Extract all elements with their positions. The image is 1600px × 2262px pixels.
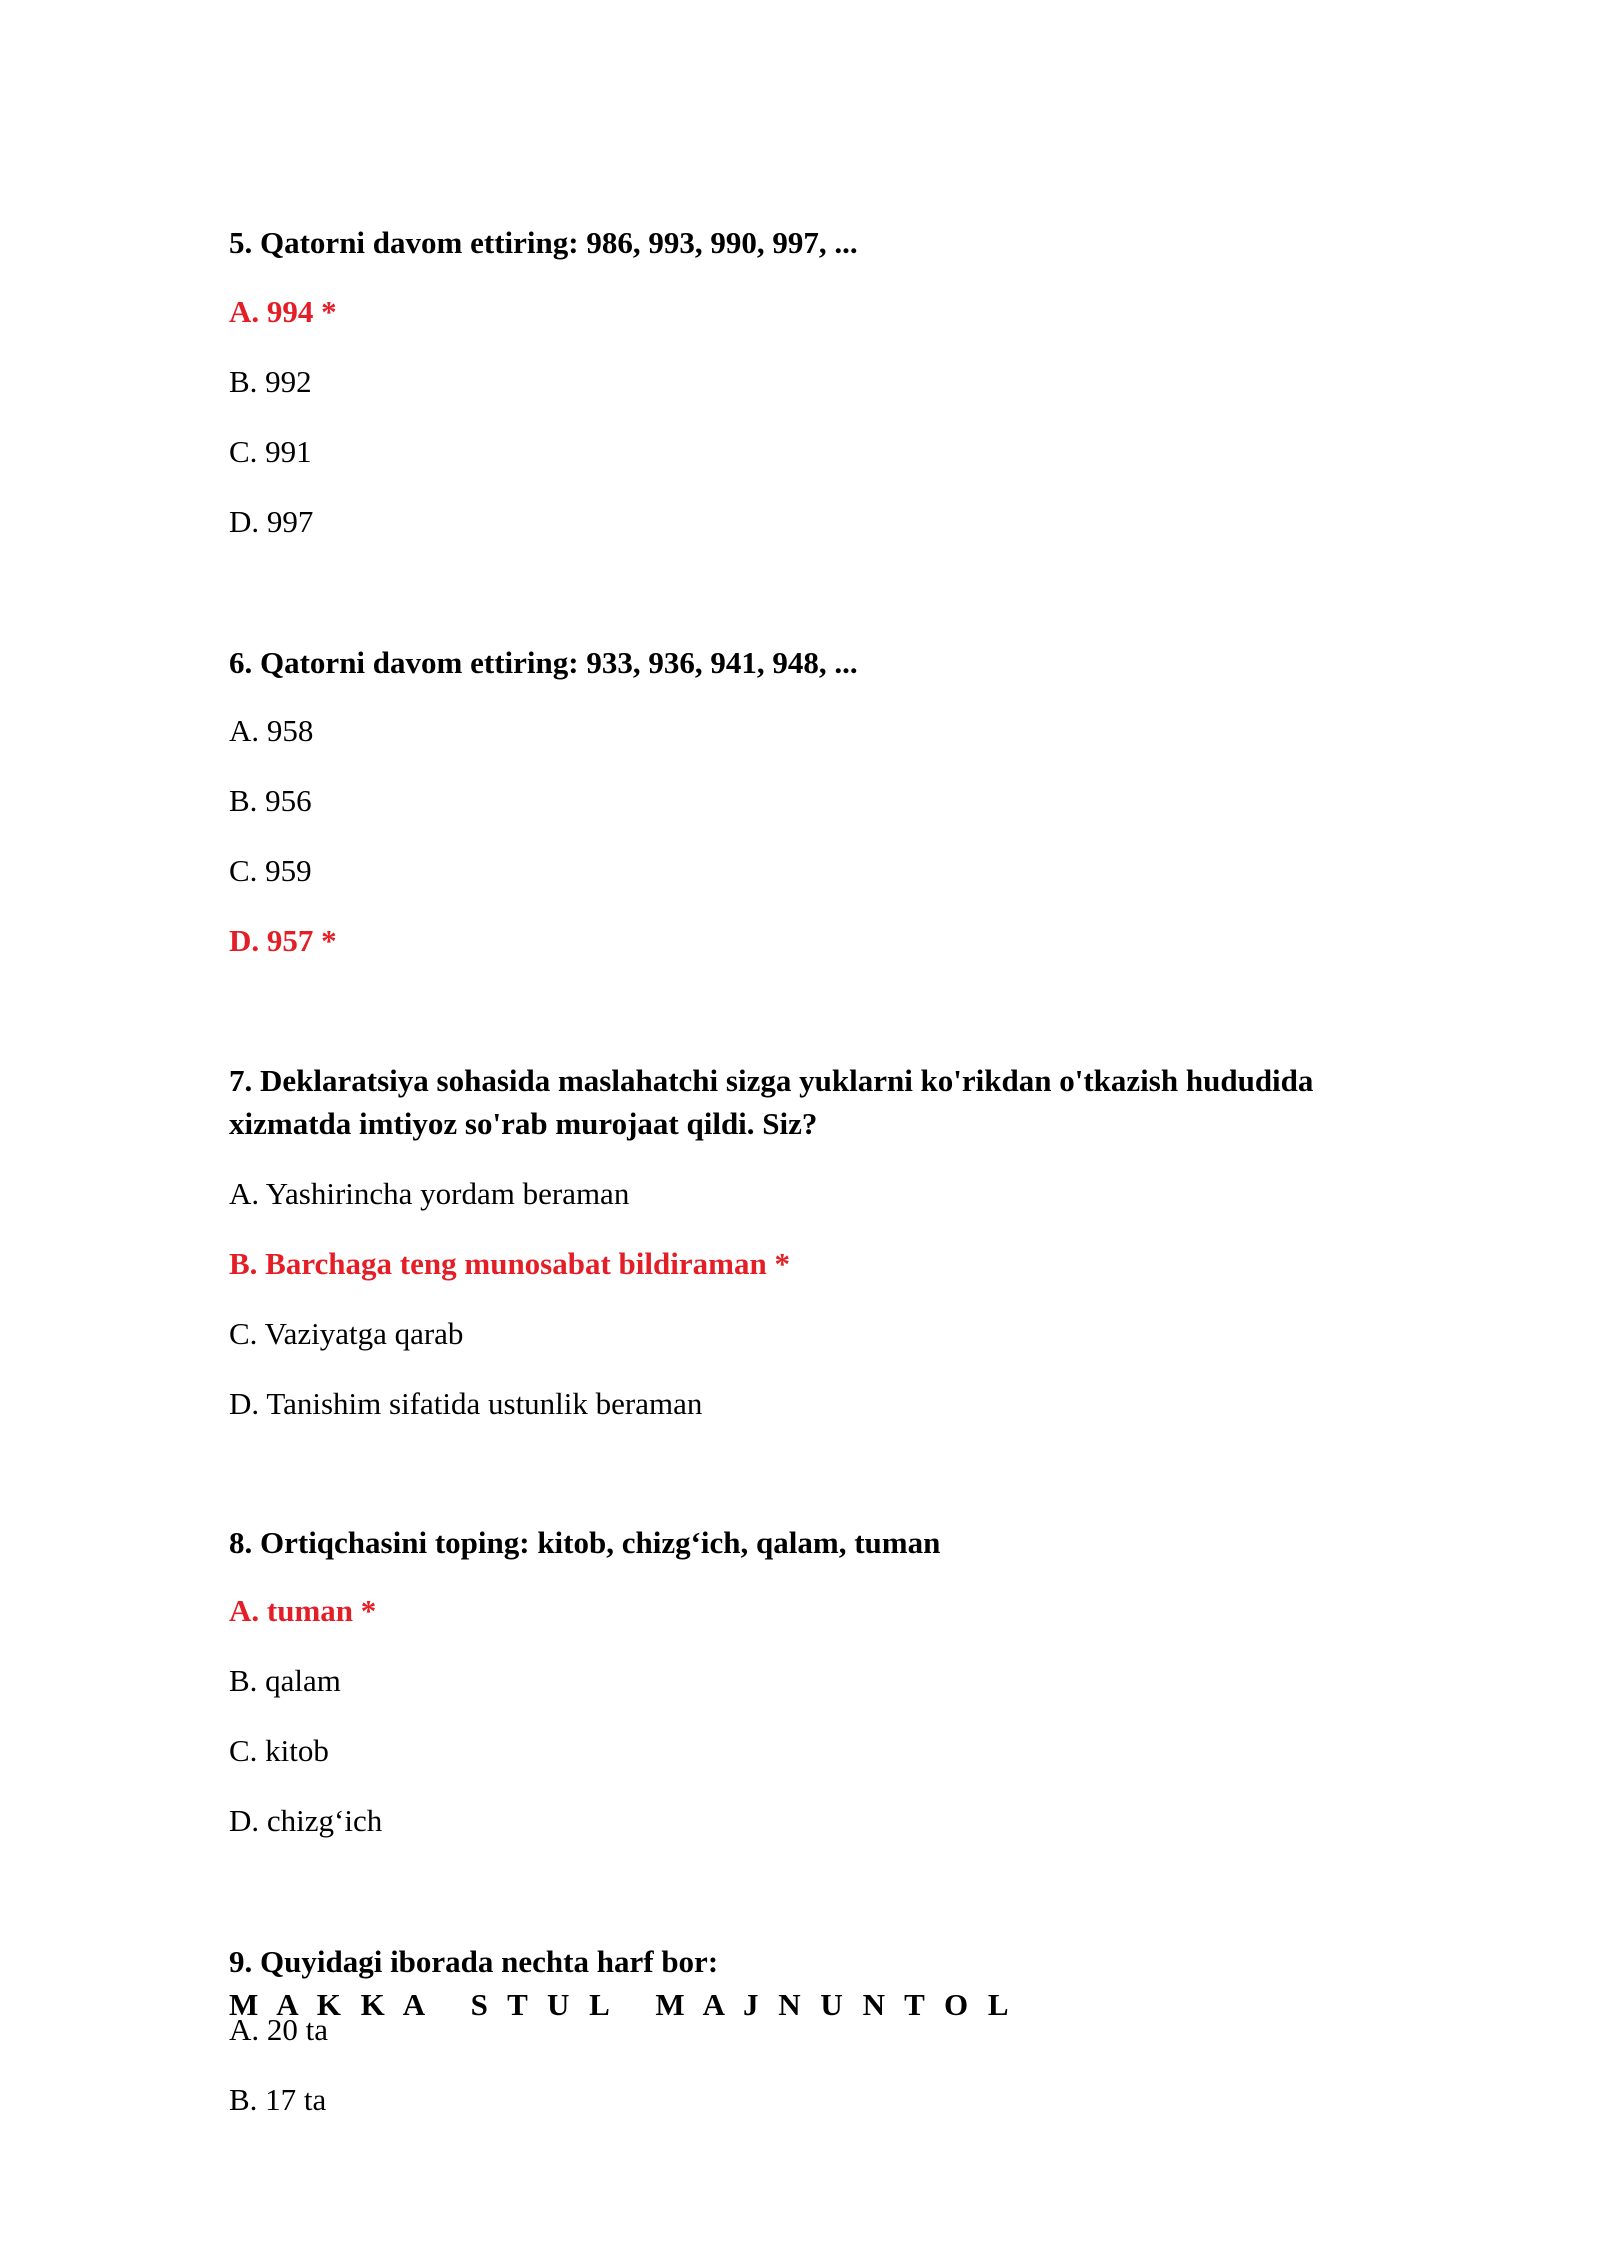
question-text-prefix: 9. Quyidagi iborada nechta harf bor: — [229, 1944, 719, 1979]
answer-option: B. 992 — [229, 364, 312, 399]
question-text: 5. Qatorni davom ettiring: 986, 993, 990, 997, ... — [229, 225, 858, 260]
answer-option: B. qalam — [229, 1663, 341, 1698]
answer-option-correct: A. 994 * — [229, 294, 337, 329]
question-text-line-1: 7. Deklaratsiya sohasida maslahatchi sizga yuklarni ko'rikdan o'tkazish hududida — [229, 1063, 1314, 1098]
question-9 — [229, 1940, 1379, 2026]
answer-option-correct: D. 957 * — [229, 923, 337, 958]
answer-option: D. Tanishim sifatida ustunlik beraman — [229, 1386, 703, 1421]
answer-option: D. chizg‘ich — [229, 1803, 383, 1838]
answer-option: C. kitob — [229, 1733, 329, 1768]
answer-option: A. 958 — [229, 713, 314, 748]
question-5 — [229, 221, 1379, 264]
question-letters: M A K K A S T U L M A J N U N T O L — [229, 1987, 1015, 2022]
answer-option: B. 956 — [229, 783, 312, 818]
question-text — [229, 1940, 1379, 2026]
question-6 — [229, 641, 1379, 684]
question-text-line-2: xizmatda imtiyoz so'rab murojaat qildi. Siz? — [229, 1106, 818, 1141]
answer-option: D. 997 — [229, 504, 314, 539]
answer-option: C. Vaziyatga qarab — [229, 1316, 464, 1351]
answer-option: C. 959 — [229, 853, 312, 888]
question-7 — [229, 1059, 1379, 1145]
answer-option: A. Yashirincha yordam beraman — [229, 1176, 630, 1211]
question-8 — [229, 1521, 1379, 1564]
answer-option: C. 991 — [229, 434, 312, 469]
answer-option: A. 20 ta — [229, 2012, 329, 2047]
answer-option: B. 17 ta — [229, 2082, 327, 2117]
answer-option-correct: A. tuman * — [229, 1593, 377, 1628]
question-text: 8. Ortiqchasini toping: kitob, chizg‘ich, qalam, tuman — [229, 1525, 941, 1560]
answer-option-correct: B. Barchaga teng munosabat bildiraman * — [229, 1246, 790, 1281]
question-text: 6. Qatorni davom ettiring: 933, 936, 941, 948, ... — [229, 645, 858, 680]
